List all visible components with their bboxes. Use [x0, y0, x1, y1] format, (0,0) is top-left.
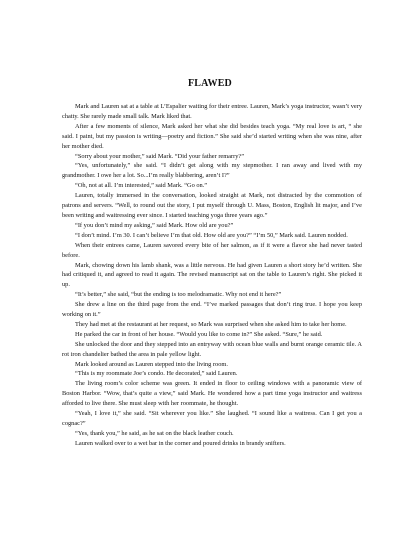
story-paragraph: “Yes, unfortunately,” she said. “I didn’t get along with my stepmother. I ran away and lived with my grandmother. I owe her a lot. So...I’m really blabbering, aren’t I?” [62, 162, 362, 180]
story-paragraph: Mark, chowing down his lamb shank, was a little nervous. He had given Lauren a short story he’d written. She had critiqued it, and agreed to read it again. The revised manuscript sat on the table to Lauren’s right. She picked it up. [62, 261, 362, 289]
story-paragraph: The living room’s color scheme was green. It ended in floor to ceiling windows with a panoramic view of Boston Harbor. “Wow, that’s quite a view,” said Mark. He wondered how a part time yoga instructor and waitress afforded to live there. She must sleep with her roommate, he thought. [62, 380, 362, 408]
story-paragraph: “This is my roommate Joe’s condo. He decorated,” said Lauren. [75, 370, 238, 378]
story-paragraph: When their entrees came, Lauren savored every bite of her salmon, as if it were a flavor she had never tasted before. [62, 241, 362, 259]
story-paragraph: “If you don’t mind my asking,” said Mark. How old are you?” [75, 221, 234, 229]
story-paragraph: She drew a line on the third page from the end. “I’ve marked passages that don’t ring true. I hope you keep working on it.” [62, 301, 362, 319]
story-paragraph: Lauren, totally immersed in the conversation, looked straight at Mark, not distracted by the commotion of patrons and servers. “Well, to round out the story, I put myself through U. Mass, Boston, English lit major, and I’ve been writing and waitressing ever since. I started teaching yoga three years ago.” [62, 192, 362, 219]
story-paragraph: “Yeah, I love it,” she said. “Sit wherever you like.” She laughed. “I sound like a waitress. Can I get you a cognac?” [62, 410, 362, 427]
story-body [62, 102, 362, 449]
story-paragraph: They had met at the restaurant at her request, so Mark was surprised when she asked him to take her home. [75, 320, 347, 328]
story-paragraph: He parked the car in front of her house. “Would you like to come in?” She asked. “Sure,” he said. [75, 330, 323, 338]
story-paragraph: After a few moments of silence, Mark asked her what she did besides teach yoga. “My real love is art, “ she said. I paint, but my passion is writing—poetry and fiction.” She said she’d started writing when she was nine, after her mother died. [62, 122, 362, 150]
story-paragraph: She unlocked the door and they stepped into an entryway with ocean blue walls and burnt orange ceramic tile. A rot iron chandelier bathed the area in pale yellow light. [62, 340, 362, 358]
story-paragraph: “It’s better,” she said, “but the ending is too melodramatic. Why not end it here?” [75, 291, 282, 299]
story-paragraph: Mark looked around as Lauren stepped into the living room. [75, 360, 228, 368]
story-paragraph: “Sorry about your mother,” said Mark. “Did your father remarry?” [75, 152, 245, 160]
story-paragraph: “I don’t mind. I’m 30. I can’t believe I’m that old. How old are you?” “I’m 50,” Mark said. Lauren nodded. [75, 231, 348, 239]
story-paragraph: Mark and Lauren sat at a table at L’Espalier waiting for their entree. Lauren, Mark’s yoga instructor, wasn’t very chatty. She rarely made small talk. Mark liked that. [62, 103, 362, 120]
story-paragraph: Lauren walked over to a wet bar in the corner and poured drinks in brandy snifters. [75, 439, 286, 447]
story-paragraph: “Yes, thank you,” he said, as he sat on the black leather couch. [75, 429, 234, 437]
story-title: FLAWED [188, 78, 232, 89]
story-paragraph: “Oh, not at all. I’m interested,” said Mark. “Go on.” [75, 182, 208, 190]
